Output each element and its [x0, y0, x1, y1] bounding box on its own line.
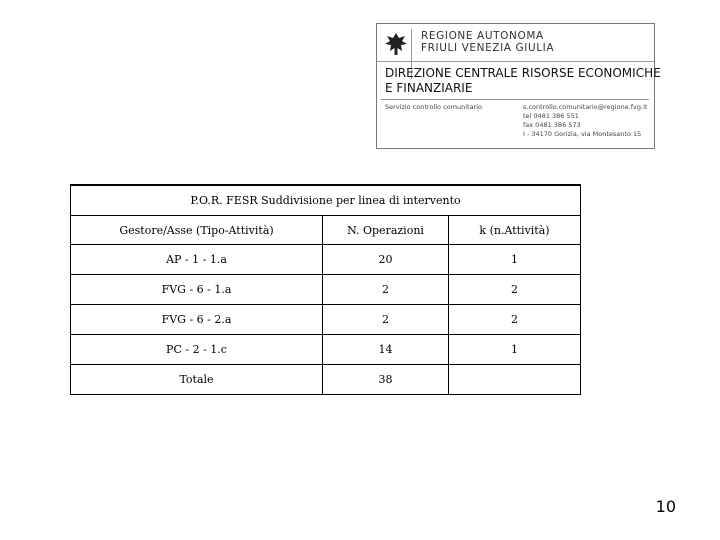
- cell-operazioni: 2: [323, 275, 449, 305]
- table-total-row: [71, 365, 581, 395]
- intervention-table-wrapper: [70, 184, 581, 395]
- cell-total-k: [449, 365, 581, 395]
- letterhead: [376, 23, 661, 149]
- region-name: [421, 30, 554, 54]
- table-row: [71, 245, 581, 275]
- cell-operazioni: 20: [323, 245, 449, 275]
- table-row: [71, 335, 581, 365]
- cell-k: 1: [449, 335, 581, 365]
- direction-line-2: E FINANZIARIE: [385, 81, 473, 95]
- direction-line-1: DIREZIONE CENTRALE RISORSE ECONOMICHE: [385, 66, 661, 80]
- contact-tel: tel 0481 386 551: [523, 112, 579, 120]
- contact-fax: fax 0481 386 573: [523, 121, 581, 129]
- header-n-operazioni: N. Operazioni: [323, 216, 449, 245]
- header-gestore-asse: Gestore/Asse (Tipo-Attività): [71, 216, 323, 245]
- cell-total-operazioni: 38: [323, 365, 449, 395]
- intervention-table: [70, 184, 581, 395]
- contact-block: [523, 103, 647, 139]
- cell-k: 1: [449, 245, 581, 275]
- cell-operazioni: 2: [323, 305, 449, 335]
- cell-operazioni: 14: [323, 335, 449, 365]
- cell-k: 2: [449, 305, 581, 335]
- letterhead-divider-2: [381, 99, 649, 100]
- letterhead-divider: [377, 61, 654, 62]
- contact-email: s.controllo.comunitario@regione.fvg.it: [523, 103, 648, 111]
- cell-gestore: AP - 1 - 1.a: [71, 245, 323, 275]
- cell-gestore: FVG - 6 - 2.a: [71, 305, 323, 335]
- table-title: P.O.R. FESR Suddivisione per linea di intervento: [71, 185, 581, 216]
- cell-k: 2: [449, 275, 581, 305]
- direction-name: [385, 66, 661, 96]
- contact-address: I - 34170 Gorizia, via Montesanto 15: [523, 130, 642, 138]
- table-row: [71, 275, 581, 305]
- region-line-2: FRIULI VENEZIA GIULIA: [421, 42, 555, 54]
- region-line-1: REGIONE AUTONOMA: [421, 30, 544, 42]
- cell-gestore: FVG - 6 - 1.a: [71, 275, 323, 305]
- cell-total-label: Totale: [71, 365, 323, 395]
- cell-gestore: PC - 2 - 1.c: [71, 335, 323, 365]
- table-header-row: [71, 216, 581, 245]
- service-name: Servizio controllo comunitario: [385, 103, 483, 111]
- header-k-attivita: k (n.Attività): [449, 216, 581, 245]
- page-number: 10: [655, 497, 676, 516]
- table-row: [71, 305, 581, 335]
